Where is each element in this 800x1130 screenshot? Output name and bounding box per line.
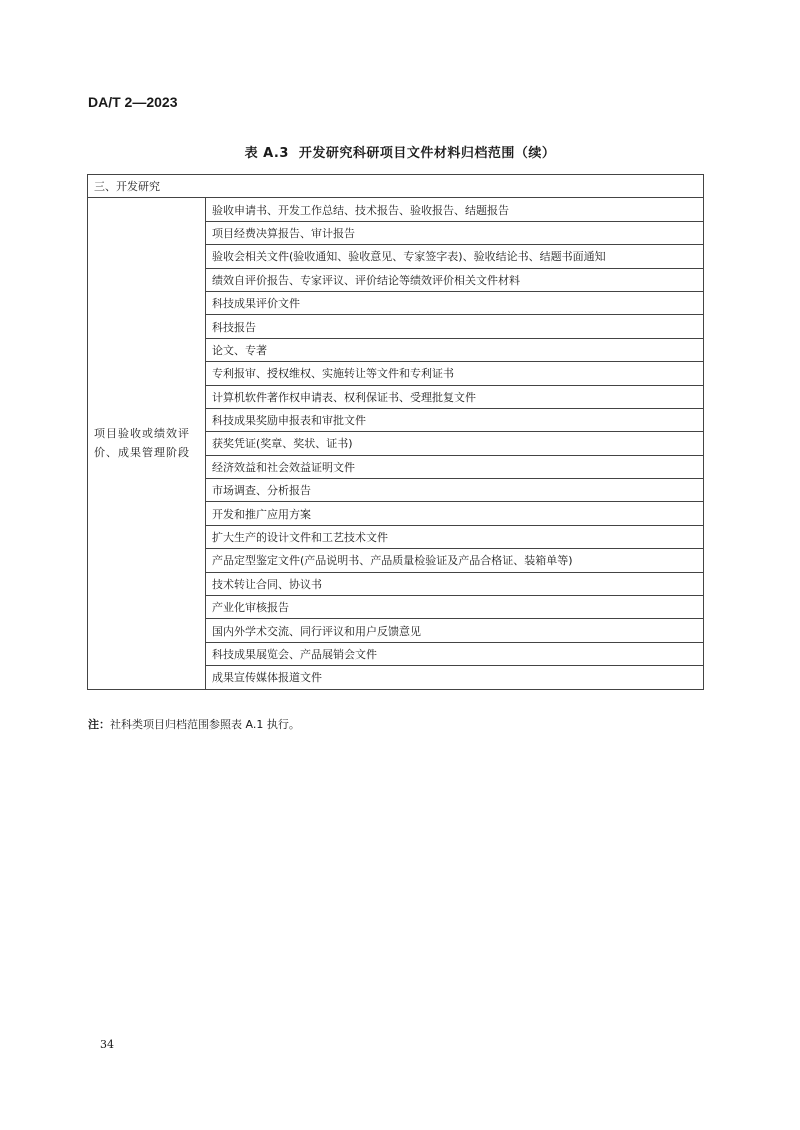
- document-item: 科技成果奖励申报表和审批文件: [206, 408, 704, 431]
- page-number: 34: [100, 1038, 114, 1051]
- document-item: 验收申请书、开发工作总结、技术报告、验收报告、结题报告: [206, 198, 704, 221]
- document-item: 科技成果评价文件: [206, 291, 704, 314]
- note-label: 注：: [88, 718, 110, 731]
- document-item: 计算机软件著作权申请表、权利保证书、受理批复文件: [206, 385, 704, 408]
- document-code: DA/T 2—2023: [88, 94, 178, 110]
- table-row: [88, 198, 704, 221]
- document-item: 验收会相关文件(验收通知、验收意见、专家签字表)、验收结论书、结题书面通知: [206, 245, 704, 268]
- document-item: 国内外学术交流、同行评议和用户反馈意见: [206, 619, 704, 642]
- stage-cell: 项目验收或绩效评价、成果管理阶段: [88, 198, 206, 689]
- table-title: [0, 142, 800, 161]
- document-item: 产品定型鉴定文件(产品说明书、产品质量检验证及产品合格证、装箱单等): [206, 549, 704, 572]
- document-item: 项目经费决算报告、审计报告: [206, 221, 704, 244]
- document-item: 开发和推广应用方案: [206, 502, 704, 525]
- archive-scope-table: [87, 174, 704, 690]
- section-header-row: [88, 175, 704, 198]
- table-note: [88, 716, 300, 732]
- document-item: 科技成果展览会、产品展销会文件: [206, 642, 704, 665]
- note-text: 社科类项目归档范围参照表 A.1 执行。: [110, 718, 300, 731]
- document-item: 成果宣传媒体报道文件: [206, 666, 704, 689]
- table-number: 表 A.3: [244, 146, 289, 161]
- document-item: 市场调查、分析报告: [206, 479, 704, 502]
- document-item: 专利报审、授权维权、实施转让等文件和专利证书: [206, 362, 704, 385]
- document-item: 绩效自评价报告、专家评议、评价结论等绩效评价相关文件材料: [206, 268, 704, 291]
- document-item: 论文、专著: [206, 338, 704, 361]
- document-item: 经济效益和社会效益证明文件: [206, 455, 704, 478]
- table-title-text: 开发研究科研项目文件材料归档范围（续）: [298, 146, 556, 161]
- document-item: 扩大生产的设计文件和工艺技术文件: [206, 525, 704, 548]
- section-header: 三、开发研究: [88, 175, 704, 198]
- document-item: 获奖凭证(奖章、奖状、证书): [206, 432, 704, 455]
- document-item: 技术转让合同、协议书: [206, 572, 704, 595]
- document-item: 科技报告: [206, 315, 704, 338]
- document-item: 产业化审核报告: [206, 596, 704, 619]
